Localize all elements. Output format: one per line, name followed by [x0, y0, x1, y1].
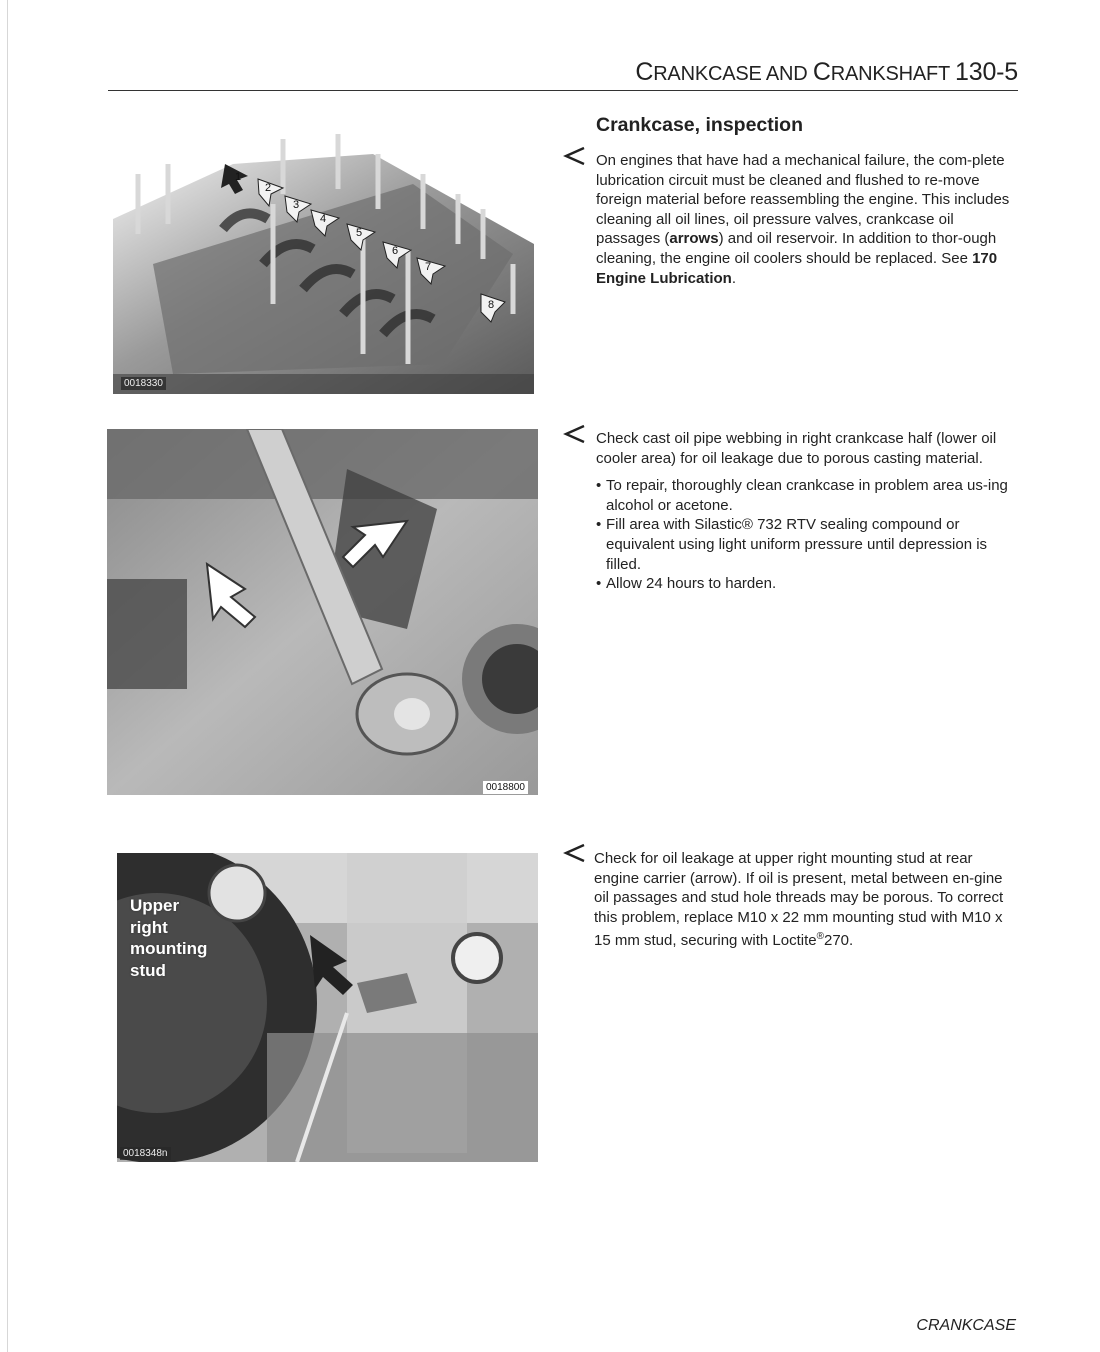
callout-3-icon — [293, 199, 299, 211]
svg-text:3: 3 — [293, 199, 300, 211]
figure-1-caption: 0018330 — [121, 377, 166, 390]
figure-2-caption: 0018800 — [483, 781, 528, 794]
list-item: • To repair, thoroughly clean crankcase in problem area us-ing alcohol or acetone. — [596, 476, 1018, 515]
cross-reference: 170 Engine Lubrication — [596, 249, 998, 287]
svg-text:8: 8 — [488, 299, 495, 311]
svg-text:7: 7 — [425, 261, 432, 273]
header-word-1: RANKCASE AND — [653, 63, 813, 85]
svg-text:4: 4 — [320, 213, 327, 225]
header-initial-1: C — [635, 58, 654, 86]
header-title — [635, 58, 1018, 87]
scan-edge — [7, 0, 8, 1352]
callout-1-icon — [235, 171, 241, 183]
figure-crankcase-oil-passages — [113, 124, 534, 394]
pointer-arrow-icon — [563, 843, 587, 863]
list-item: • Fill area with Silastic® 732 RTV sealing compound or equivalent using light uniform pressure until depression is filled. — [596, 515, 1018, 574]
callout-7-icon — [425, 261, 431, 273]
paragraph-lubrication-cleaning: On engines that have had a mechanical failure, the com-plete lubrication circuit must be cleaned and flushed to re-move foreign material before reassembling the engine. This includes cleaning all oil lines, oil pressure valves, crankcase oil passages (arrows) and oil reservoir. In addition to thor-ough cleaning, the engine oil coolers should be replaced. See 170 Engine Lubrication. — [596, 152, 1010, 287]
callout-5-icon — [356, 227, 362, 239]
callout-2-icon — [265, 182, 271, 194]
pointer-arrow-icon — [563, 146, 587, 166]
header-word-2: RANKSHAFT — [830, 63, 956, 85]
figure-oil-pipe-webbing — [107, 429, 538, 795]
page-header — [108, 56, 1018, 91]
svg-text:1: 1 — [235, 171, 242, 183]
paragraph-mounting-stud: Check for oil leakage at upper right mounting stud at rear engine carrier (arrow). If oil is present, metal between en-gine oil passages and stud hole threads may be porous. To correct this problem, replace M10 x 22 mm mounting stud with M10 x 15 mm stud, securing with Loctite®270. — [594, 850, 1004, 950]
repair-steps-list — [596, 476, 1018, 594]
list-item: • Allow 24 hours to harden. — [596, 574, 1018, 594]
callout-8-icon — [488, 299, 494, 311]
svg-text:6: 6 — [392, 245, 399, 257]
figure-3-caption: 0018348n — [120, 1147, 171, 1160]
paragraph-oil-pipe-webbing: Check cast oil pipe webbing in right crankcase half (lower oil cooler area) for oil leakage due to porous casting material. • To repair, thoroughly clean crankcase in problem area us-ing alcohol or acetone. • Fill area with Silastic® 732 RTV sealing compound or equivalent using light uniform pressure until depression is filled. • Allow 24 hours to harden. — [596, 429, 1018, 594]
callout-4-icon — [320, 213, 326, 225]
page-number: 130-5 — [955, 58, 1018, 86]
header-initial-2: C — [812, 58, 831, 86]
svg-text:2: 2 — [265, 182, 272, 194]
callout-6-icon — [392, 245, 398, 257]
svg-text:5: 5 — [356, 227, 363, 239]
section-title: Crankcase, inspection — [596, 114, 803, 136]
pointer-arrow-icon — [563, 424, 587, 444]
figure-3-label: Upper right mounting stud — [130, 896, 208, 980]
page-footer: CRANKCASE — [916, 1317, 1016, 1334]
